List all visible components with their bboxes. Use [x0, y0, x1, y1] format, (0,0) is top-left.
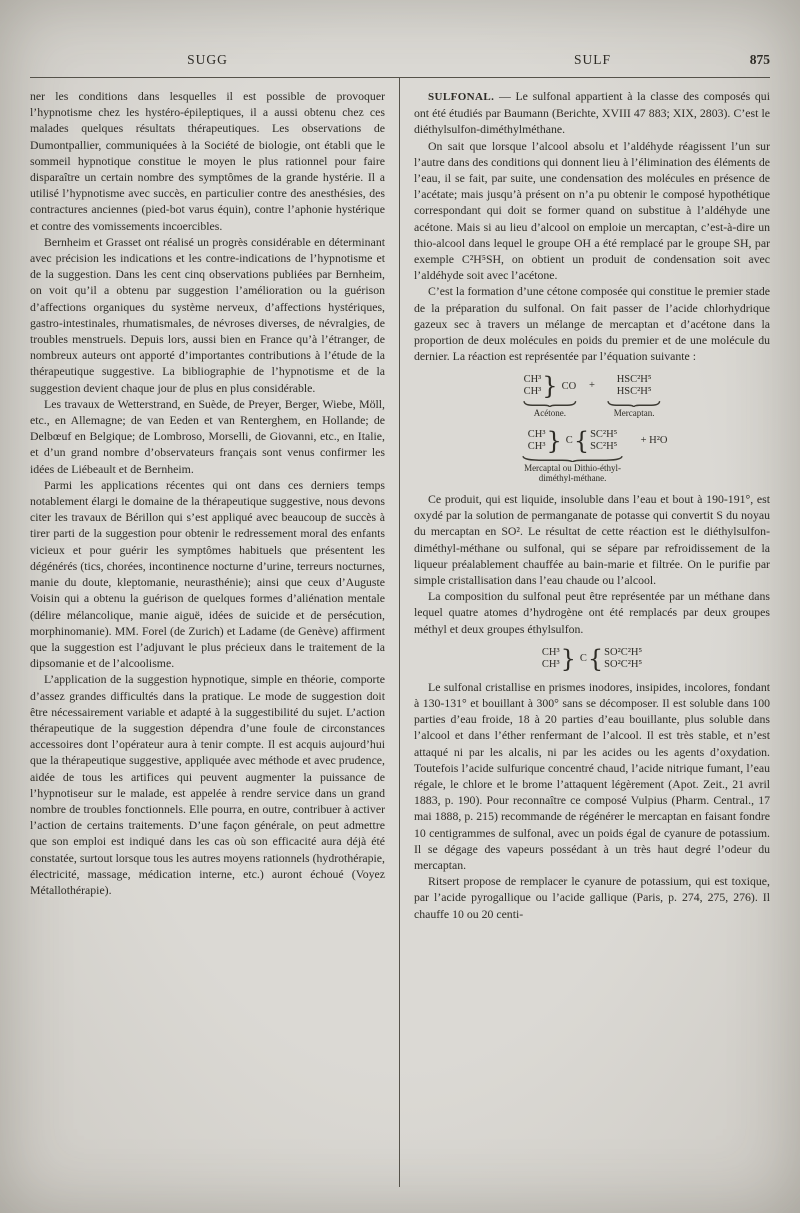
underbrace-mark	[521, 455, 624, 462]
paragraph: C’est la formation d’une cétone composée qui constitue le premier stade de la préparation du sulfonal. On fait passer de l’acide chlorhydrique gazeux sec à travers un mélange de mercaptan et d’acétone dans la proportion de deux molécules en poids du premier et de une molécule du dernier. La réaction est représentée par l’équation suivante :	[414, 284, 770, 364]
paragraph: La composition du sulfonal peut être représentée par un méthane dans lequel quatre atomes d’hydrogène ont été remplacés par deux groupes méthyl et deux groupes éthylsulfon.	[414, 589, 770, 636]
thioethyl-stack	[590, 429, 617, 453]
chemical-equation-reaction	[414, 373, 770, 419]
formula-term: SO²C²H⁵	[604, 658, 643, 670]
formula-row	[528, 428, 618, 454]
formula-caption-mercaptal: Mercaptal ou Dithio-éthyl-diméthyl-méthane.	[524, 462, 622, 484]
paragraph: ner les conditions dans lesquelles il est possible de provoquer l’hypnotisme chez les hystéro-épileptiques, il a aussi obtenu chez ces malades quelques résultats thérapeutiques. Les observations de Dumontpallier, communiquées à la Société de biologie, ont établi que le sommeil hypnotique constitue le moyen le plus rationnel pour faire disparaître un certain nombre des symptômes de la grande hystérie. Il a utilisé l’hypnotisme avec succès, en particulier contre des anesthésies, des contractures anciennes (pied-bot varus équin), contre l’aphonie hystérique et contre des vomissements incoercibles.	[30, 89, 385, 233]
two-column-text-area	[30, 78, 770, 1187]
mercaptan-stack	[617, 374, 652, 398]
acetone-group	[521, 373, 579, 419]
plus-sign: +	[589, 380, 595, 392]
formula-row	[542, 646, 642, 672]
formula-label-acetone: Acétone.	[533, 408, 566, 419]
methyl-stack	[528, 429, 546, 453]
formula-term: CH³	[523, 374, 542, 386]
water-byproduct: + H²O	[640, 434, 668, 446]
entry-term: SULFONAL.	[428, 91, 495, 103]
formula-term: SC²H⁵	[590, 440, 618, 452]
paragraph: Bernheim et Grasset ont réalisé un progrès considérable en déterminant avec précision les indications et les contre-indications de l’hypnotisme et de la suggestion. Dans les cent cinq observations publiées par Bernheim, on voit qu’il a obtenu par suggestion l’amélioration ou la guérison d’affections organiques du système nerveux, d’affections hystériques, gastro-intestinales, rhumatismales, de névroses diverses, de névralgies, de troubles menstruels. Depuis lors, aussi bien en France qu’à l’étranger, de nombreux auteurs ont apporté d’importantes contributions à l’étude de la thérapeutique suggestive. La bibliographie de l’hypnotisme et de la suggestion devient chaque jour de plus en plus considérable.	[30, 234, 385, 395]
formula-term: HSC²H⁵	[616, 386, 652, 398]
mercaptan-group	[605, 373, 663, 419]
underbrace-mark	[523, 400, 577, 407]
formula-row	[617, 373, 652, 399]
paragraph: On sait que lorsque l’alcool absolu et l’aldéhyde réagissent l’un sur l’autre dans des conditions qui donnent lieu à l’élimination des éléments de l’eau, il se fait, par suite, une condensation des molécules en présence de l’acétate; mais jusqu’à présent on n’a pu obtenir le composé hypothétique correspondant qui doit se former quand on substitue à l’aldéhyde une acétone. Mais si au lieu d’alcool on emploie un mercaptan, c’est-à-dire un thio-alcool dans lequel le groupe OH a été remplacé par le groupe SH, par exemple C²H⁵SH, on obtient un produit de condensation soit avec l’aldéhyde soit avec l’acétone.	[414, 138, 770, 283]
curly-brace: }	[546, 426, 562, 455]
curly-brace: {	[573, 426, 590, 455]
chemical-formula-sulfonal	[414, 646, 770, 672]
formula-row	[524, 373, 577, 399]
column-divider	[399, 78, 400, 1187]
paragraph: Parmi les applications récentes qui ont dans ces derniers temps notablement élargi le domaine de la thérapeutique suggestive, nous devons citer les travaux de Bérillon qui s’est appliqué avec beaucoup de succès à tirer parti de la suggestion pour obtenir le redressement moral des enfants vicieux et pour guérir les symptômes habituels que présentent les dégénérés (tics, chorées, incontinence nocturne d’urine, terreurs nocturnes, manie du doute, kleptomanie, neurasthénie); ainsi que ceux d’Auguste Voisin qui a obtenu la guérison de quelques formes d’aliénation mentale (délire mélancolique, manie aiguë, idées de suicide et de persécution, morphinomanie). MM. Forel (de Zurich) et Ladame (de Genève) affirment que la suggestion est l’adjuvant le plus précieux dans le traitement de la dipsomanie et de l’alcoolisme.	[30, 477, 385, 671]
formula-term: SC²H⁵	[590, 428, 618, 440]
formula-term: SO²C²H⁵	[604, 646, 643, 658]
formula-term: C	[565, 435, 573, 447]
formula-term: CH³	[523, 386, 542, 398]
paragraph: Ritsert propose de remplacer le cyanure de potassium, qui est toxique, par l’acide pyrogallique ou l’acide gallique (Paris, p. 274, 275, 276). Il chauffe 10 ou 20 centi-	[414, 874, 770, 921]
formula-term: CH³	[527, 440, 546, 452]
formula-term: HSC²H⁵	[616, 374, 652, 386]
paragraph: Les travaux de Wetterstrand, en Suède, de Preyer, Berger, Wiebe, Möll, etc., en Allemagne; de van Eeden et van Renterghem, en Hollande; de Delbœuf en Belgique; de Lombroso, Morselli, de Giovanni, etc., en Italie, et d’un grand nombre d’observateurs français sont venus confirmer les idées de Liébeault et de Bernheim.	[30, 396, 385, 476]
underbrace-mark	[607, 400, 661, 407]
entry-intro-text: — Le sulfonal appartient à la classe des composés qui ont été étudiés par Baumann (Berichte, XVIII 47 883; XIX, 2803). C’est le diéthylsulfon-diméthylméthane.	[414, 89, 770, 137]
curly-brace: }	[542, 372, 558, 401]
formula-label-mercaptan: Mercaptan.	[613, 408, 655, 419]
formula-term: CH³	[541, 658, 560, 670]
right-column	[414, 78, 770, 1187]
running-head-right-title: SULF	[573, 52, 611, 67]
ethylsulfon-stack	[604, 647, 642, 671]
formula-term: CO	[561, 380, 577, 392]
curly-brace: {	[587, 644, 604, 673]
curly-brace: }	[560, 644, 576, 673]
running-head	[30, 52, 770, 72]
mercaptal-group	[517, 428, 629, 484]
methyl-stack	[542, 647, 560, 671]
paragraph: Ce produit, qui est liquide, insoluble dans l’eau et bout à 190-191°, est oxydé par la solution de permanganate de potasse qui convertit S du noyau du mercaptan en SO². Le résultat de cette réaction est le diéthylsulfon-diméthyl-méthane ou sulfonal, qui se sépare par refroidissement de la liqueur préalablement chauffée au bain-marie et filtrée. On le purifie par simple cristallisation dans l’eau chaude ou l’alcool.	[414, 491, 770, 587]
page-number: 875	[749, 52, 770, 67]
formula-term: C	[579, 653, 587, 665]
methyl-stack	[524, 374, 542, 398]
entry-paragraph	[414, 88, 770, 138]
left-column	[30, 78, 385, 1187]
running-head-left-title: SUGG	[187, 52, 228, 67]
paragraph: Le sulfonal cristallise en prismes inodores, insipides, incolores, fondant à 130-131° et bouillant à 300° sans se décomposer. Il est soluble dans 100 parties d’eau froide, 18 à 20 parties d’eau bouillante, plus soluble dans l’alcool et dans l’éther renfermant de l’alcool. Il est très stable, et n’est attaqué ni par les alcalis, ni par les acides ou les agents d’oxydation. Toutefois l’acide sulfurique concentré chaud, l’acide nitrique fumant, l’eau régale, le chlore et le brome l’attaquent légèrement (Apot. Zeit., 21 avril 1883, p. 190). Pour reconnaître ce composé Vulpius (Pharm. Central., 17 mai 1888, p. 215) recommande de régénérer le mercaptan en faisant fondre 10 centigrammes de sulfonal, avec un poids égal de cyanure de potassium. Il se dégage des vapeurs possédant à un très haut degré l’odeur du mercaptan.	[414, 679, 770, 873]
formula-term: CH³	[527, 428, 546, 440]
paragraph: L’application de la suggestion hypnotique, simple en théorie, comporte d’assez grandes difficultés dans la pratique. Le mode de suggestion doit être nécessairement variable et adapté à la suggestibilité du sujet. L’action thérapeutique de la suggestion dépendra d’une foule de circonstances accessoires dont l’opérateur aura à tenir compte. Il est acquis aujourd’hui que la thérapeutique suggestive, appliquée avec méthode et avec prudence, aidée de tous les artifices qui peuvent augmenter la puissance de l’hypnotiseur sur le malade, est appelée à rendre service dans un grand nombre de troubles fonctionnels. Elle pourra, en outre, contribuer à activer l’action de certains traitements. D’une façon générale, on peut admettre que son emploi est indiqué dans les cas où son efficacité aura déjà été constatée, surtout lorsque tous les autres moyens rationnels (hydrothérapie, électricité, massage, médication interne, etc.) auront échoué (Voyez Métallothérapie).	[30, 672, 385, 897]
sulfonal-group	[542, 646, 642, 672]
formula-term: CH³	[541, 646, 560, 658]
chemical-equation-mercaptal	[414, 428, 770, 484]
